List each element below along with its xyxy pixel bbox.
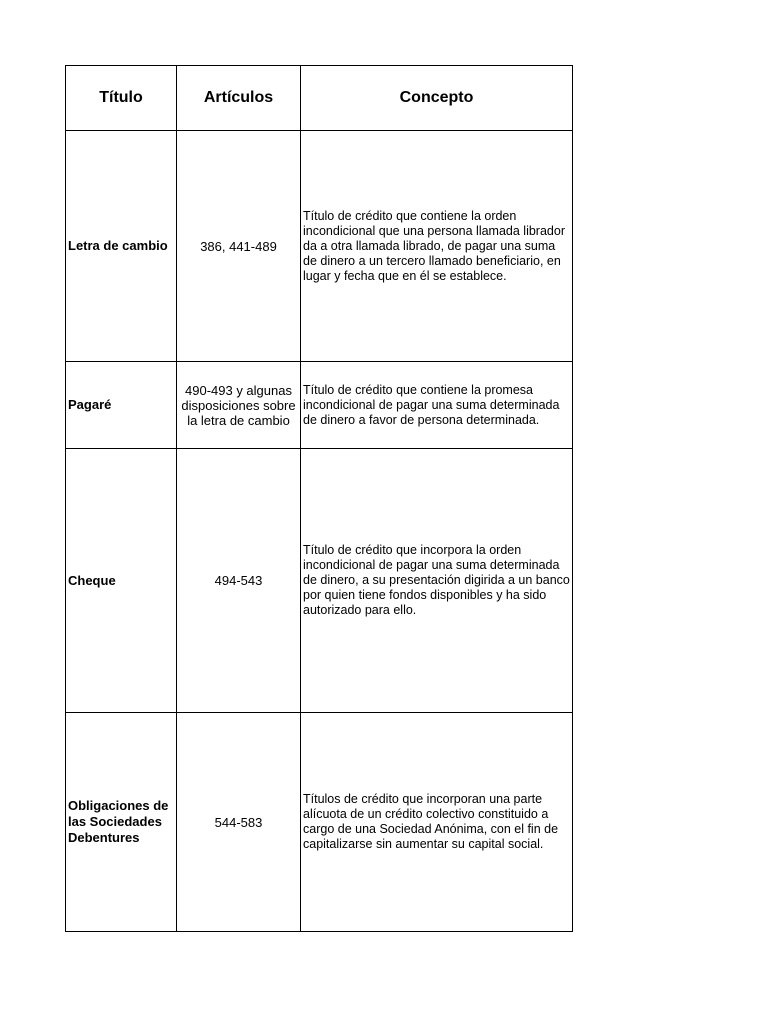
cell-articulos: 490-493 y algunas disposiciones sobre la letra de cambio xyxy=(177,362,301,449)
titulos-credito-table xyxy=(65,65,573,932)
header-concepto: Concepto xyxy=(301,66,573,131)
table-row xyxy=(66,131,573,362)
cell-articulos: 494-543 xyxy=(177,449,301,713)
header-articulos: Artículos xyxy=(177,66,301,131)
table-row xyxy=(66,713,573,932)
table-header-row xyxy=(66,66,573,131)
table-row xyxy=(66,449,573,713)
cell-concepto: Título de crédito que contiene la orden incondicional que una persona llamada librador da a otra llamada librado, de pagar una suma de dinero a un tercero llamado beneficiario, en lugar y fecha que en él se establece. xyxy=(301,131,573,362)
cell-titulo: Obligaciones de las Sociedades Debentures xyxy=(66,713,177,932)
cell-concepto: Título de crédito que incorpora la orden incondicional de pagar una suma determinada de dinero, a su presentación digirida a un banco por quien tiene fondos disponibles y ha sido autorizado para ello. xyxy=(301,449,573,713)
table-row xyxy=(66,362,573,449)
cell-titulo: Pagaré xyxy=(66,362,177,449)
header-titulo: Título xyxy=(66,66,177,131)
cell-articulos: 544-583 xyxy=(177,713,301,932)
cell-concepto: Títulos de crédito que incorporan una parte alícuota de un crédito colectivo constituido a cargo de una Sociedad Anónima, con el fin de capitalizarse sin aumentar su capital social. xyxy=(301,713,573,932)
cell-titulo: Letra de cambio xyxy=(66,131,177,362)
cell-titulo: Cheque xyxy=(66,449,177,713)
cell-concepto: Título de crédito que contiene la promesa incondicional de pagar una suma determinada de dinero a favor de persona determinada. xyxy=(301,362,573,449)
cell-articulos: 386, 441-489 xyxy=(177,131,301,362)
